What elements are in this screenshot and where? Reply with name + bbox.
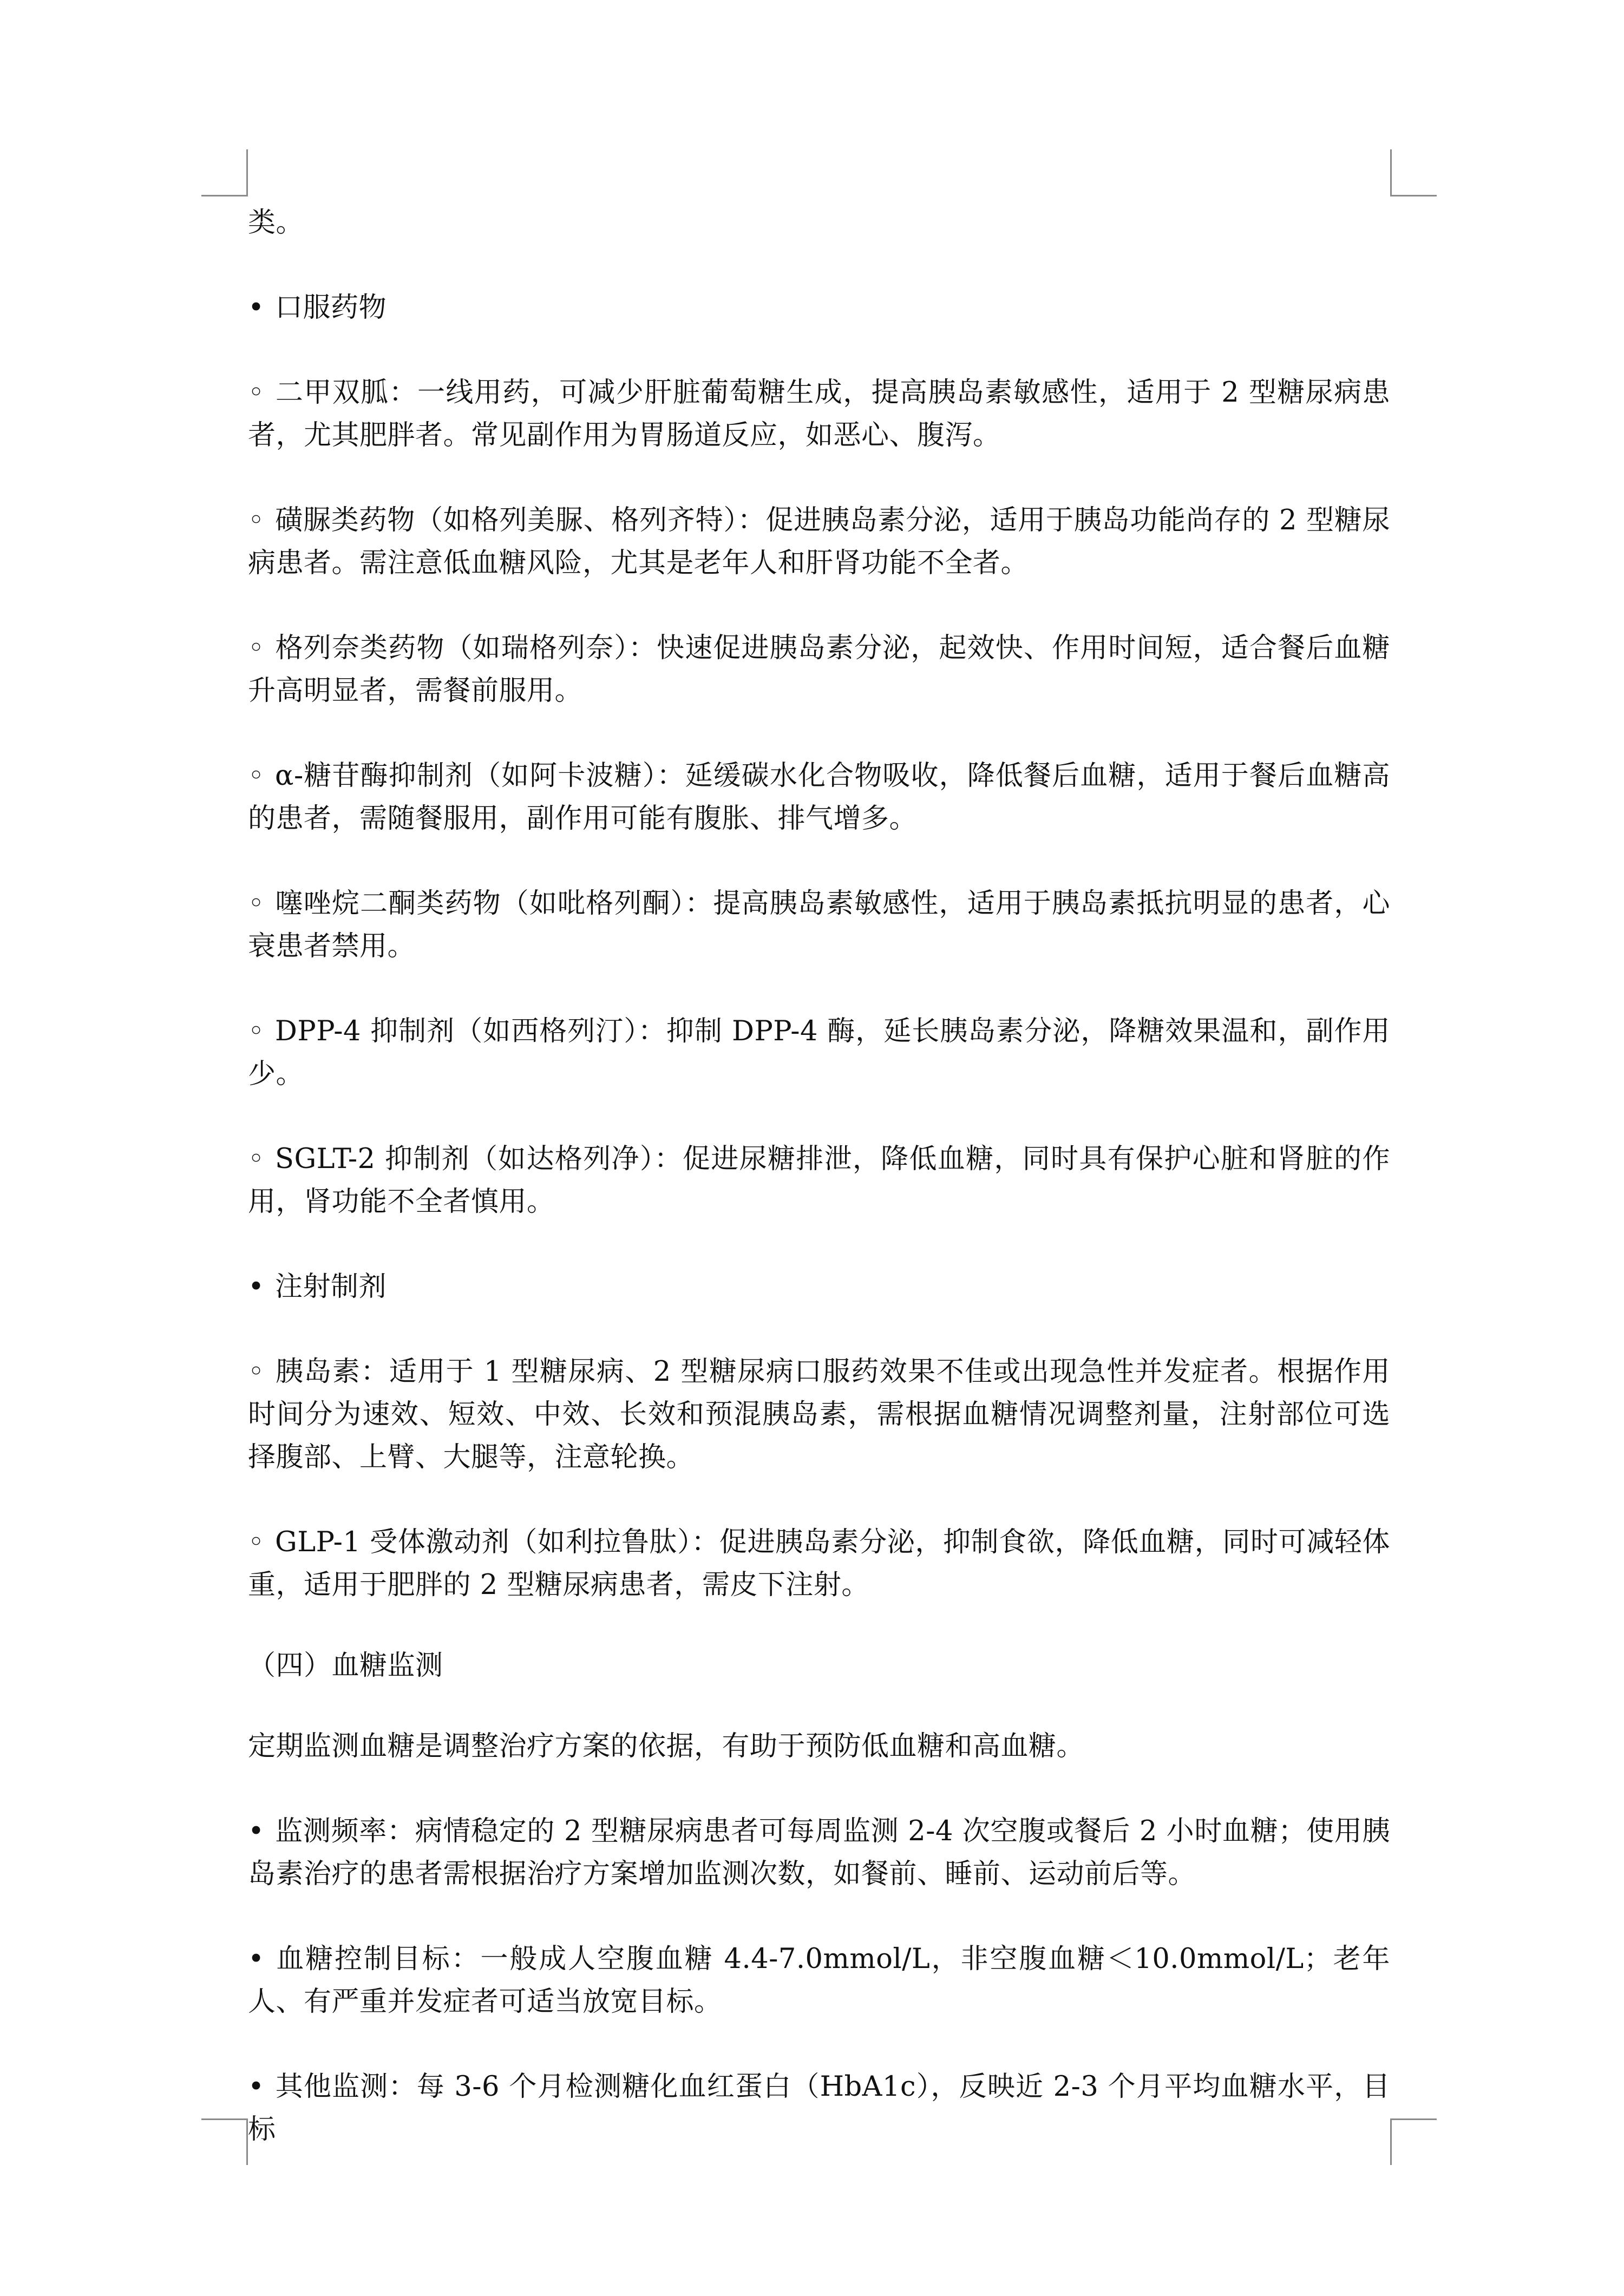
sub-bullet-item: ◦ SGLT-2 抑制剂（如达格列净）：促进尿糖排泄，降低血糖，同时具有保护心脏和肾脏的作用，肾功能不全者慎用。	[248, 1138, 1390, 1223]
sub-bullet-item: ◦ GLP-1 受体激动剂（如利拉鲁肽）：促进胰岛素分泌，抑制食欲，降低血糖，同时可减轻体重，适用于肥胖的 2 型糖尿病患者，需皮下注射。	[248, 1521, 1390, 1606]
bullet-marker: •	[248, 292, 265, 324]
body-text	[248, 201, 1390, 2193]
section-heading: （四）血糖监测	[248, 1650, 443, 1682]
sub-bullet-marker: ◦	[248, 1526, 265, 1558]
crop-mark	[1390, 149, 1392, 196]
crop-mark	[201, 2118, 248, 2120]
bullet-item: • 监测频率：病情稳定的 2 型糖尿病患者可每周监测 2-4 次空腹或餐后 2 小时血糖；使用胰岛素治疗的患者需根据治疗方案增加监测次数，如餐前、睡前、运动前后等。	[248, 1810, 1390, 1895]
crop-mark	[1390, 2118, 1437, 2120]
section-label: 口服药物	[275, 292, 387, 324]
sub-bullet-marker: ◦	[248, 632, 265, 664]
section-label: 注射制剂	[275, 1271, 387, 1303]
sub-bullet-item: ◦ 二甲双胍：一线用药，可减少肝脏葡萄糖生成，提高胰岛素敏感性，适用于 2 型糖尿病患者，尤其肥胖者。常见副作用为胃肠道反应，如恶心、腹泻。	[248, 371, 1390, 457]
sub-bullet-marker: ◦	[248, 1143, 265, 1175]
sub-bullet-item: ◦ 噻唑烷二酮类药物（如吡格列酮）：提高胰岛素敏感性，适用于胰岛素抵抗明显的患者，心衰患者禁用。	[248, 882, 1390, 968]
bullet-item	[248, 1265, 1390, 1308]
crop-mark	[246, 149, 248, 196]
sub-bullet-item: ◦ 磺脲类药物（如格列美脲、格列齐特）：促进胰岛素分泌，适用于胰岛功能尚存的 2 型糖尿病患者。需注意低血糖风险，尤其是老年人和肝肾功能不全者。	[248, 499, 1390, 585]
bullet-marker: •	[248, 1815, 265, 1847]
bullet-marker: •	[248, 1943, 265, 1975]
crop-mark	[1390, 195, 1437, 196]
crop-mark	[1390, 2118, 1392, 2165]
sub-bullet-marker: ◦	[248, 1015, 265, 1047]
sub-bullet-marker: ◦	[248, 504, 265, 536]
paragraph: 定期监测血糖是调整治疗方案的依据，有助于预防低血糖和高血糖。	[248, 1730, 1085, 1762]
sub-bullet-marker: ◦	[248, 1356, 265, 1388]
sub-bullet-item: ◦ DPP-4 抑制剂（如西格列汀）：抑制 DPP-4 酶，延长胰岛素分泌，降糖效果温和，副作用少。	[248, 1010, 1390, 1095]
sub-bullet-marker: ◦	[248, 760, 265, 792]
bullet-item: • 血糖控制目标：一般成人空腹血糖 4.4-7.0mmol/L，非空腹血糖＜10.0mmol/L；老年人、有严重并发症者可适当放宽目标。	[248, 1938, 1390, 2023]
bullet-marker: •	[248, 1271, 265, 1303]
bullet-item	[248, 286, 1390, 329]
sub-bullet-marker: ◦	[248, 377, 265, 409]
sub-bullet-item: ◦ 胰岛素：适用于 1 型糖尿病、2 型糖尿病口服药效果不佳或出现急性并发症者。根据作用时间分为速效、短效、中效、长效和预混胰岛素，需根据血糖情况调整剂量，注射部位可选择腹部、上臂、大腿等，注意轮换。	[248, 1350, 1390, 1479]
bullet-marker: •	[248, 2071, 265, 2103]
sub-bullet-item: ◦ 格列奈类药物（如瑞格列奈）：快速促进胰岛素分泌，起效快、作用时间短，适合餐后血糖升高明显者，需餐前服用。	[248, 627, 1390, 712]
paragraph: 类。	[248, 207, 304, 239]
sub-bullet-item: ◦ α-糖苷酶抑制剂（如阿卡波糖）：延缓碳水化合物吸收，降低餐后血糖，适用于餐后血糖高的患者，需随餐服用，副作用可能有腹胀、排气增多。	[248, 755, 1390, 840]
sub-bullet-marker: ◦	[248, 888, 265, 920]
crop-mark	[201, 195, 248, 196]
bullet-item: • 其他监测：每 3-6 个月检测糖化血红蛋白（HbA1c），反映近 2-3 个月平均血糖水平，目标	[248, 2065, 1390, 2151]
